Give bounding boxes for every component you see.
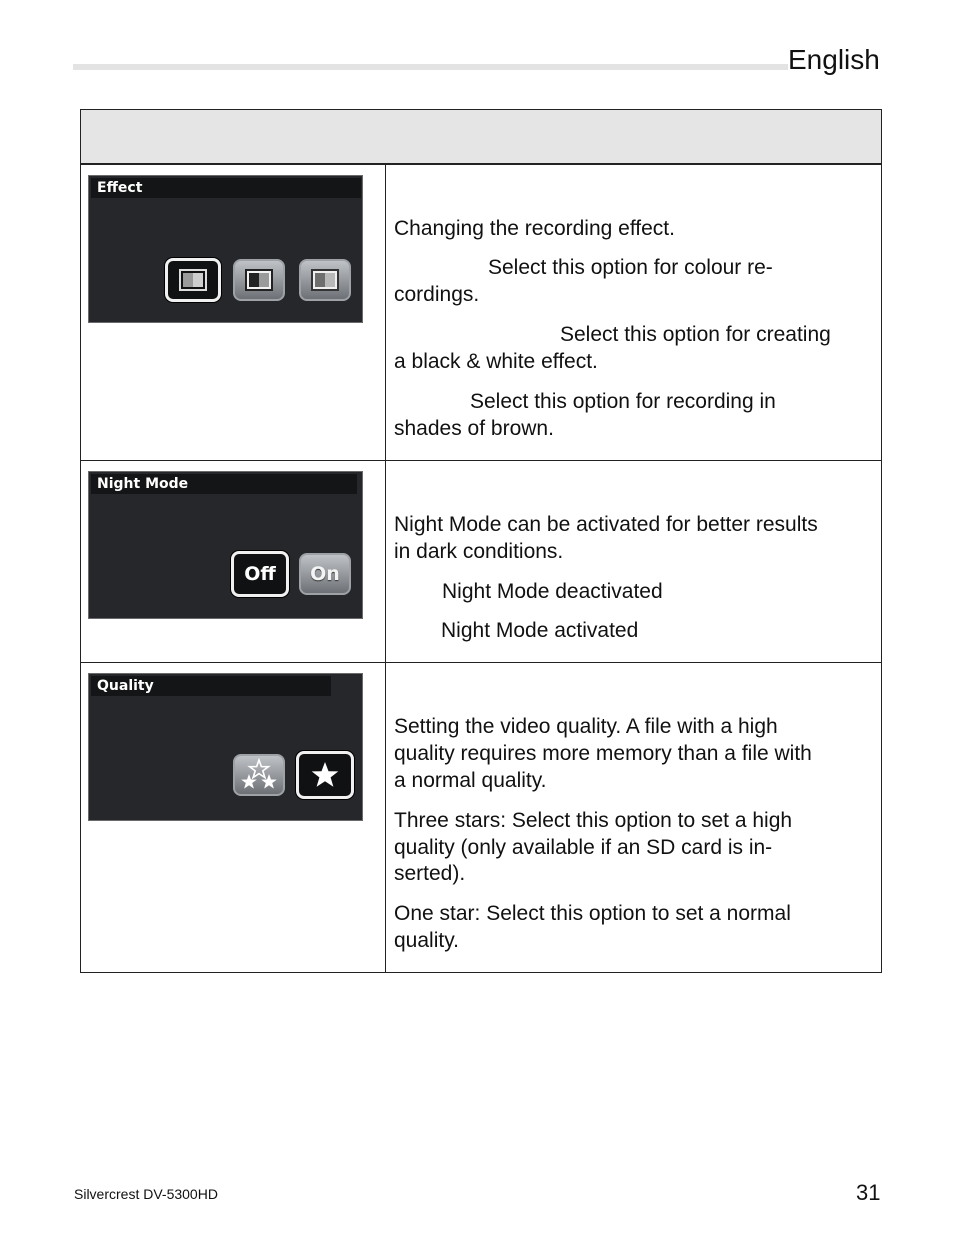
quality-high-button[interactable] — [233, 754, 285, 796]
effect-option-bw: Select this option for creating — [560, 323, 831, 346]
night-mode-off-button[interactable] — [231, 551, 289, 597]
color-effect-icon — [179, 269, 207, 291]
quality-one-star-line2: quality. — [394, 929, 459, 952]
night-mode-on-button[interactable] — [299, 553, 351, 595]
table-row-night-mode — [81, 461, 881, 663]
night-mode-intro-line2: in dark conditions. — [394, 540, 564, 563]
footer-page-number: 31 — [856, 1180, 881, 1205]
quality-intro-line2: quality requires more memory than a file with — [394, 742, 812, 765]
effect-option-colour-cont: cordings. — [394, 283, 480, 306]
night-mode-intro-line1: Night Mode can be activated for better results — [394, 513, 818, 536]
effect-screen-title: Effect — [91, 178, 361, 198]
effect-option-colour: Select this option for colour re- — [488, 256, 773, 279]
quality-three-stars-line2: quality (only available if an SD card is in- — [394, 836, 773, 859]
quality-three-stars-line3: serted). — [394, 862, 466, 885]
quality-three-stars-line1: Three stars: Select this option to set a high — [394, 809, 793, 832]
one-star-icon — [310, 761, 340, 789]
night-mode-description — [394, 511, 874, 661]
night-mode-on-label: On — [310, 563, 340, 585]
night-mode-option-off: Night Mode deactivated — [442, 580, 663, 603]
language-label: English — [788, 44, 880, 75]
bw-effect-icon — [245, 269, 273, 291]
table-row-quality — [81, 663, 881, 972]
quality-normal-button[interactable] — [296, 751, 354, 799]
quality-description — [394, 713, 874, 963]
footer-product-name: Silvercrest DV-5300HD — [74, 1186, 218, 1202]
effect-sepia-button[interactable] — [299, 259, 351, 301]
header-rule — [73, 64, 788, 70]
effect-screen-image — [88, 175, 363, 323]
table-header-row — [81, 110, 881, 165]
sepia-effect-icon — [311, 269, 339, 291]
effect-option-sepia-cont: shades of brown. — [394, 417, 554, 440]
quality-intro-line1: Setting the video quality. A file with a high — [394, 715, 778, 738]
effect-intro: Changing the recording effect. — [394, 217, 675, 240]
quality-screen-image — [88, 673, 363, 821]
table-row-effect — [81, 165, 881, 461]
quality-one-star-line1: One star: Select this option to set a normal — [394, 902, 791, 925]
quality-intro-line3: a normal quality. — [394, 769, 547, 792]
night-mode-off-label: Off — [244, 563, 276, 585]
effect-description — [394, 215, 874, 455]
effect-option-sepia: Select this option for recording in — [470, 390, 776, 413]
night-mode-screen-title: Night Mode — [91, 474, 357, 494]
night-mode-option-on: Night Mode activated — [441, 619, 639, 642]
effect-option-bw-cont: a black & white effect. — [394, 350, 598, 373]
three-stars-icon — [239, 758, 279, 792]
effect-color-button[interactable] — [165, 258, 221, 302]
night-mode-screen-image — [88, 471, 363, 619]
quality-screen-title: Quality — [91, 676, 331, 696]
effect-bw-button[interactable] — [233, 259, 285, 301]
settings-table — [80, 109, 882, 973]
